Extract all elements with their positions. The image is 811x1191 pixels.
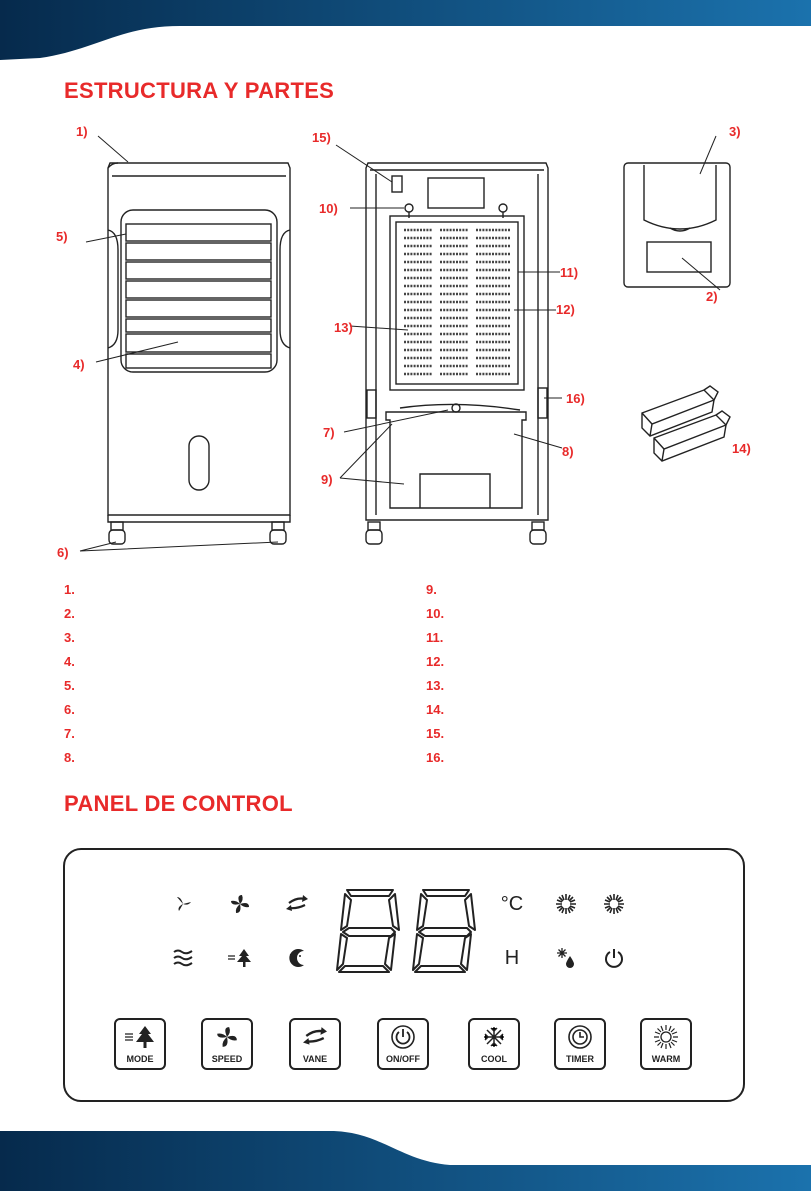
mode-button[interactable] bbox=[114, 1018, 166, 1070]
on-off-label: ON/OFF bbox=[386, 1054, 420, 1064]
list-item: 15. bbox=[426, 726, 445, 741]
list-item: 2. bbox=[64, 606, 75, 621]
callout-15: 15) bbox=[312, 130, 331, 145]
parts-list-left bbox=[64, 582, 75, 774]
callout-16: 16) bbox=[566, 391, 585, 406]
control-heading: PANEL DE CONTROL bbox=[64, 791, 293, 816]
callout-4: 4) bbox=[73, 357, 85, 372]
warm-label: WARM bbox=[651, 1054, 681, 1064]
list-item: 13. bbox=[426, 678, 445, 693]
parts-diagram bbox=[0, 115, 811, 575]
callout-10: 10) bbox=[319, 201, 338, 216]
callout-11: 11) bbox=[560, 265, 579, 280]
swing-icon bbox=[291, 1024, 339, 1050]
list-item: 3. bbox=[64, 630, 75, 645]
callout-14: 14) bbox=[732, 441, 751, 456]
low-fan-icon bbox=[168, 892, 198, 916]
list-item: 16. bbox=[426, 750, 445, 765]
list-item: 10. bbox=[426, 606, 445, 621]
list-item: 6. bbox=[64, 702, 75, 717]
vane-button[interactable] bbox=[289, 1018, 341, 1070]
warm-high-icon bbox=[599, 892, 629, 916]
swing-icon bbox=[282, 892, 312, 916]
wind-icon bbox=[168, 946, 198, 970]
warm-low-icon bbox=[551, 892, 581, 916]
callout-1: 1) bbox=[76, 124, 88, 139]
fan-icon bbox=[225, 892, 255, 916]
speed-label: SPEED bbox=[211, 1054, 243, 1064]
on-off-button[interactable] bbox=[377, 1018, 429, 1070]
list-item: 7. bbox=[64, 726, 75, 741]
list-item: 5. bbox=[64, 678, 75, 693]
sleep-icon bbox=[282, 946, 312, 970]
tree-icon bbox=[116, 1024, 164, 1050]
callout-13: 13) bbox=[334, 320, 353, 335]
callout-6: 6) bbox=[57, 545, 69, 560]
timer-label: TIMER bbox=[566, 1054, 594, 1064]
list-item: 4. bbox=[64, 654, 75, 669]
cool-label: COOL bbox=[481, 1054, 507, 1064]
timer-button[interactable] bbox=[554, 1018, 606, 1070]
list-item: 9. bbox=[426, 582, 437, 597]
front-view bbox=[108, 163, 290, 544]
bottom-band bbox=[0, 1131, 811, 1191]
snowflake-icon bbox=[470, 1024, 518, 1050]
vane-label: VANE bbox=[302, 1054, 328, 1064]
parts-list-right bbox=[426, 582, 444, 774]
humidity-icon: H bbox=[504, 946, 520, 969]
clock-icon bbox=[556, 1024, 604, 1050]
warm-button[interactable] bbox=[640, 1018, 692, 1070]
control-panel bbox=[63, 848, 745, 1102]
callout-3: 3) bbox=[729, 124, 741, 139]
list-item: 12. bbox=[426, 654, 445, 669]
list-item: 14. bbox=[426, 702, 445, 717]
fan-icon bbox=[203, 1024, 251, 1050]
callout-2: 2) bbox=[706, 289, 718, 304]
back-view bbox=[366, 163, 548, 544]
mode-label: MODE bbox=[126, 1054, 154, 1064]
cool-water-icon bbox=[551, 946, 581, 970]
filter-mesh bbox=[404, 230, 510, 374]
callout-12: 12) bbox=[556, 302, 575, 317]
power-icon bbox=[379, 1024, 427, 1050]
cool-button[interactable] bbox=[468, 1018, 520, 1070]
callout-7: 7) bbox=[323, 425, 335, 440]
power-icon bbox=[599, 946, 629, 970]
callout-9: 9) bbox=[321, 472, 333, 487]
speed-button[interactable] bbox=[201, 1018, 253, 1070]
top-band bbox=[0, 0, 811, 60]
mode-tree-icon bbox=[225, 946, 255, 970]
callout-8: 8) bbox=[562, 444, 574, 459]
list-item: 1. bbox=[64, 582, 75, 597]
ice-packs bbox=[642, 386, 730, 461]
callout-5: 5) bbox=[56, 229, 68, 244]
sun-icon bbox=[642, 1024, 690, 1050]
list-item: 8. bbox=[64, 750, 75, 765]
structure-heading: ESTRUCTURA Y PARTES bbox=[64, 78, 335, 103]
list-item: 11. bbox=[426, 630, 444, 645]
remote-control bbox=[624, 163, 730, 287]
celsius-icon: °C bbox=[500, 892, 524, 915]
digit-display bbox=[333, 886, 483, 976]
